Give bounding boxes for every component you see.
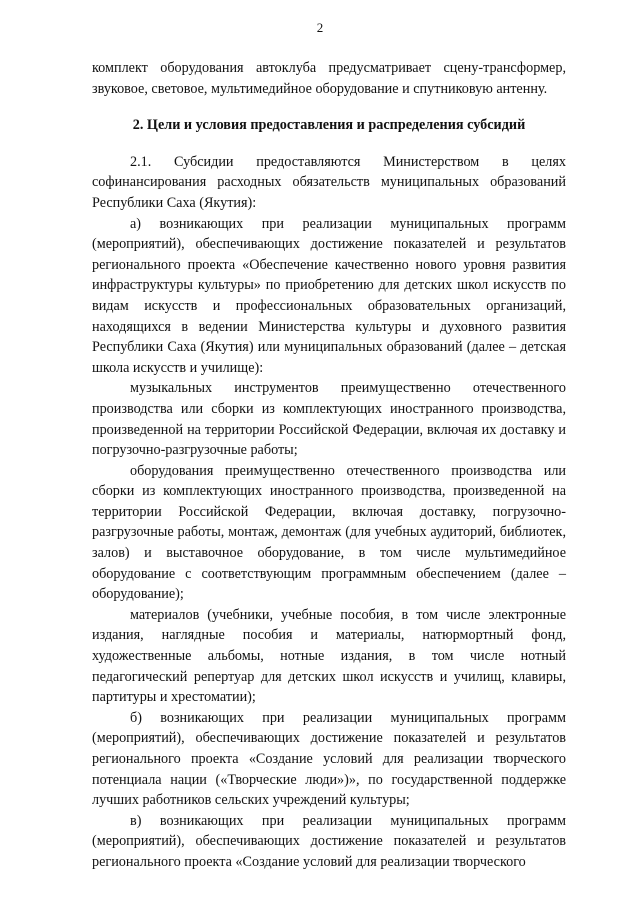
paragraph-materials: материалов (учебники, учебные пособия, в том числе электронные издания, наглядные пособия и материалы, натюрмортный фонд, художественные альбомы, нотные издания, в том числе нотный педагогический репертуар для детских школ искусств и училищ, клавиры, партитуры и хрестоматии); <box>92 606 566 706</box>
document-body <box>92 58 566 873</box>
paragraph-musical-instruments: музыкальных инструментов преимущественно отечественного производства или сборки из комплектующих иностранного производства, произведенной на территории Российской Федерации, включая их доставку и погрузочно-разгрузочные работы; <box>92 380 566 459</box>
page-number: 2 <box>316 20 324 35</box>
section-heading: 2. Цели и условия предоставления и распределения субсидий <box>132 117 526 134</box>
paragraph-2-1: 2.1. Субсидии предоставляются Министерством в целях софинансирования расходных обязательств муниципальных образований Республики Саха (Якутия): <box>92 153 566 211</box>
paragraph-continuation: комплект оборудования автоклуба предусматривает сцену-трансформер, звуковое, световое, мультимедийное оборудование и спутниковую антенну. <box>92 60 566 97</box>
paragraph-item-v: в) возникающих при реализации муниципальных программ (мероприятий), обеспечивающих достижение показателей и результатов регионального проекта «Создание условий для реализации творческого <box>92 812 566 870</box>
paragraph-item-a: а) возникающих при реализации муниципальных программ (мероприятий), обеспечивающих достижение показателей и результатов регионального проекта «Обеспечение качественно нового уровня развития инфраструктуры культуры» по приобретению для детских школ искусств по видам искусств и профессиональных образовательных организаций, находящихся в ведении Министерства культуры и духовного развития Республики Саха (Якутия) или муниципальных образований (далее – детская школа искусств и училище): <box>92 215 566 376</box>
paragraph-equipment: оборудования преимущественно отечественного производства или сборки из комплектующих иностранного производства, произведенной на территории Российской Федерации, включая доставку, погрузочно-разгрузочные работы, монтаж, демонтаж (для учебных аудиторий, библиотек, залов) и выставочное оборудование, в том числе мультимедийное оборудование с соответствующим программным обеспечением (далее – оборудование); <box>92 462 566 603</box>
paragraph-item-b: б) возникающих при реализации муниципальных программ (мероприятий), обеспечивающих достижение показателей и результатов регионального проекта «Создание условий для реализации творческого потенциала нации («Творческие люди»)», по государственной поддержке лучших работников сельских учреждений культуры; <box>92 709 566 809</box>
